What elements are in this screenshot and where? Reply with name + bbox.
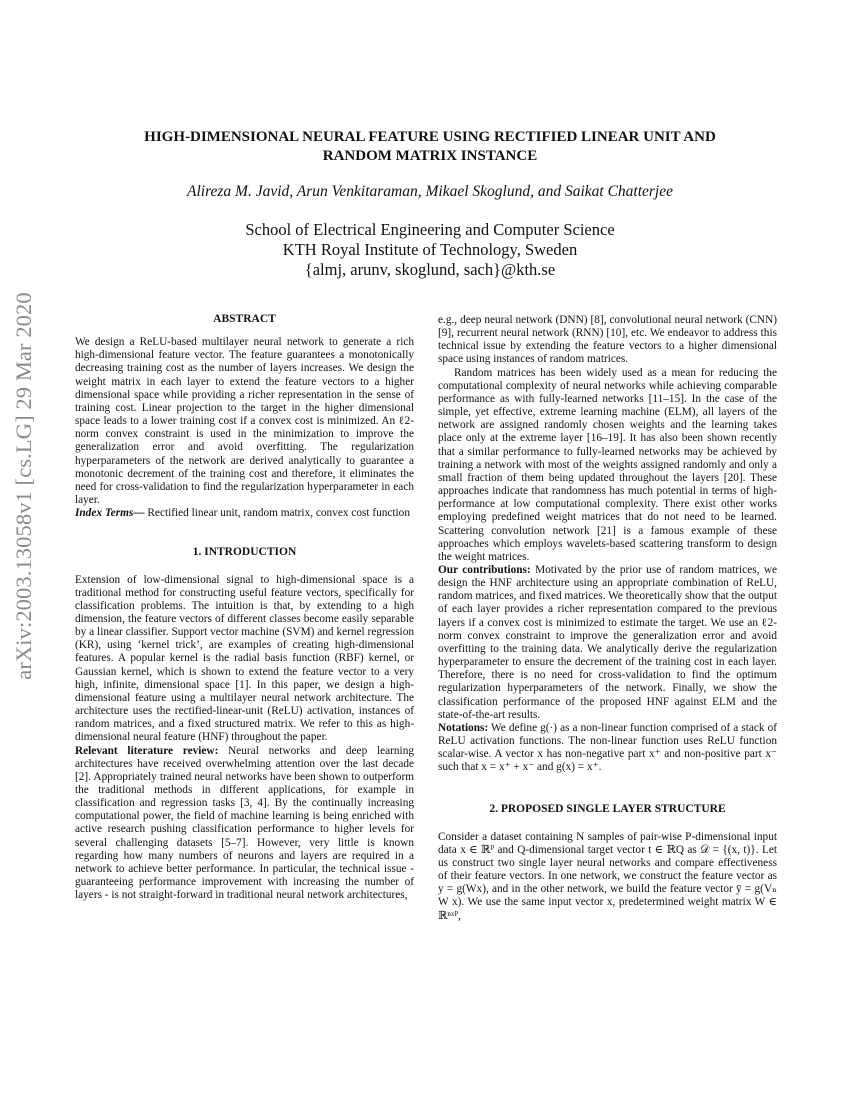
contributions-label: Our contributions: [438,563,531,576]
affiliation-school: School of Electrical Engineering and Computer Science [245,220,615,239]
index-terms-label: Index Terms— [75,507,145,520]
contributions-text: Motivated by the prior use of random matrices, we design the HNF architecture using an appropriate combination of ReLU, random matrices, and fixed matrices. We theoretically show that the output of each layer provides a richer representation compared to the previous layers if a convex cost is minimized to estimate the target. We use an ℓ2-norm convex constraint to improve the generalization error and avoid overfitting to the training data. We analytically derive the regularization hyperparameter to ensure the decrement of the training cost in each layer. Therefore, there is no need for cross-validation to find the optimum regularization hyperparameters of the network. Finally, we show the classification performance of the proposed HNF against ELM and the state-of-the-art results. [438,563,777,721]
section-2-paragraph-1: Consider a dataset containing N samples of pair-wise P-dimensional input data x ∈ ℝᴾ and Q-dimensional target vector t ∈ ℝQ as 𝒟 = {(x, t)}. Let us construct two single layer neural networks and compare effectiveness of their feature vectors. In one network, we construct the feature vector as y = g(Wx), and in the other network, we build the feature vector ȳ = g(Vₙ W x). We use the same input vector x, predetermined weight matrix W ∈ ℝⁿˣᴾ, [438,830,777,922]
abstract-heading: ABSTRACT [213,313,276,325]
paper-title-line-1: HIGH-DIMENSIONAL NEURAL FEATURE USING RECTIFIED LINEAR UNIT AND [144,129,716,145]
affiliation-block [80,220,780,280]
paper-title [80,128,780,166]
affiliation-emails: {almj, arunv, skoglund, sach}@kth.se [304,260,556,279]
author-list: Alireza M. Javid, Arun Venkitaraman, Mikael Skoglund, and Saikat Chatterjee [186,183,673,200]
notations-text: We define g(·) as a non-linear function comprised of a stack of ReLU activation functions. The non-linear function uses ReLU function scalar-wise. A vector x has non-negative part x⁺ and non-positive part x⁻ such that x = x⁺ + x⁻ and g(x) = x⁺. [438,721,777,774]
notations-label: Notations: [438,721,489,734]
introduction-heading: 1. INTRODUCTION [192,546,297,559]
right-paragraph-1: e.g., deep neural network (DNN) [8], convolutional neural network (CNN) [9], recurrent neural network (RNN) [10], etc. We endeavor to address this technical issue by extending the feature vectors to a higher dimensional space using instances of random matrices. [438,314,777,366]
abstract-text: We design a ReLU-based multilayer neural network to generate a rich high-dimensional feature vector. The feature guarantees a monotonically decreasing training cost as the number of layers increases. We design the weight matrix in each layer to extend the feature vectors to a higher dimensional space while providing a richer representation in the sense of training cost. Linear projection to the target in the higher dimensional space leads to a lower training cost if a convex cost is minimized. An ℓ2-norm convex constraint is used in the minimization to improve the generalization error and avoid overfitting. The regularization hyperparameters of the network are derived analytically to guarantee a monotonic decrement of the training cost and therefore, it eliminates the need for cross-validation to find the regularization hyperparameter in each layer. [75,336,414,507]
contributions-paragraph [438,564,777,722]
literature-review-paragraph [75,745,414,903]
arxiv-identifier-text: arXiv:2003.13058v1 [cs.LG] 29 Mar 2020 [11,292,36,680]
literature-review-label: Relevant literature review: [75,744,219,757]
section-2-heading: 2. PROPOSED SINGLE LAYER STRUCTURE [489,803,726,816]
notations-paragraph [438,722,777,775]
left-column [75,313,414,902]
index-terms-text: Rectified linear unit, random matrix, convex cost function [144,507,410,520]
arxiv-identifier-stamp [6,290,42,682]
literature-review-text: Neural networks and deep learning architectures have received overwhelming attention over the last decade [2]. Appropriately trained neural networks have been shown to outperform the traditional methods in different applications, for example in classification and regression tasks [3, 4]. By the continually increasing computational power, the field of machine learning is being enriched with active research pushing classification performance to higher levels for several challenging datasets [5–7]. However, very little is known regarding how many numbers of neurons and layers are required in a network to achieve better performance. In particular, the technical issue - guaranteeing performance improvement with increasing the number of layers - is not straight-forward in traditional neural network architectures, [75,744,414,902]
intro-paragraph-1: Extension of low-dimensional signal to high-dimensional space is a traditional method for constructing useful feature vectors, specifically for classification problems. The intuition is that, by extending to a high dimension, the feature vectors of different classes become easily separable by a linear classifier. Support vector machine (SVM) and kernel regression (KR), using ‘kernel trick’, are examples of creating high-dimensional features. A popular kernel is the radial basis function (RBF) kernel, or Gaussian kernel, which is shown to extend the feature vector to a very high, infinite, dimensional space [1]. In this paper, we design a high-dimensional feature using a multilayer neural network architecture. The architecture uses the rectified-linear-unit (ReLU) activation, instances of random matrices, and a fixed structured matrix. We refer to this as high-dimensional neural feature (HNF) throughout the paper. [75,573,414,744]
index-terms [75,507,414,520]
paper-title-line-2: RANDOM MATRIX INSTANCE [322,148,538,164]
random-matrices-paragraph: Random matrices has been widely used as a mean for reducing the computational complexity of neural networks while achieving comparable performance as with fully-learned networks [11–15]. In the case of the simple, yet effective, extreme learning machine (ELM), all layers of the network are assigned randomly chosen weights and the learning takes place only at the extreme layer [16–19]. It has also been shown recently that a similar performance to fully-learned networks may be achieved by training a network with most of the weights assigned randomly and only a small fraction of them being updated throughout the layers [20]. These approaches indicate that randomness has much potential in terms of high-performance at low computational complexity. There exist other works employing predefined weight matrices that do not need to be learned. Scattering convolution network [21] is a famous example of these approaches which employs wavelets-based scattering transform to design the weight matrices. [438,366,777,563]
right-column [438,314,777,923]
affiliation-institute: KTH Royal Institute of Technology, Sweden [282,240,578,259]
